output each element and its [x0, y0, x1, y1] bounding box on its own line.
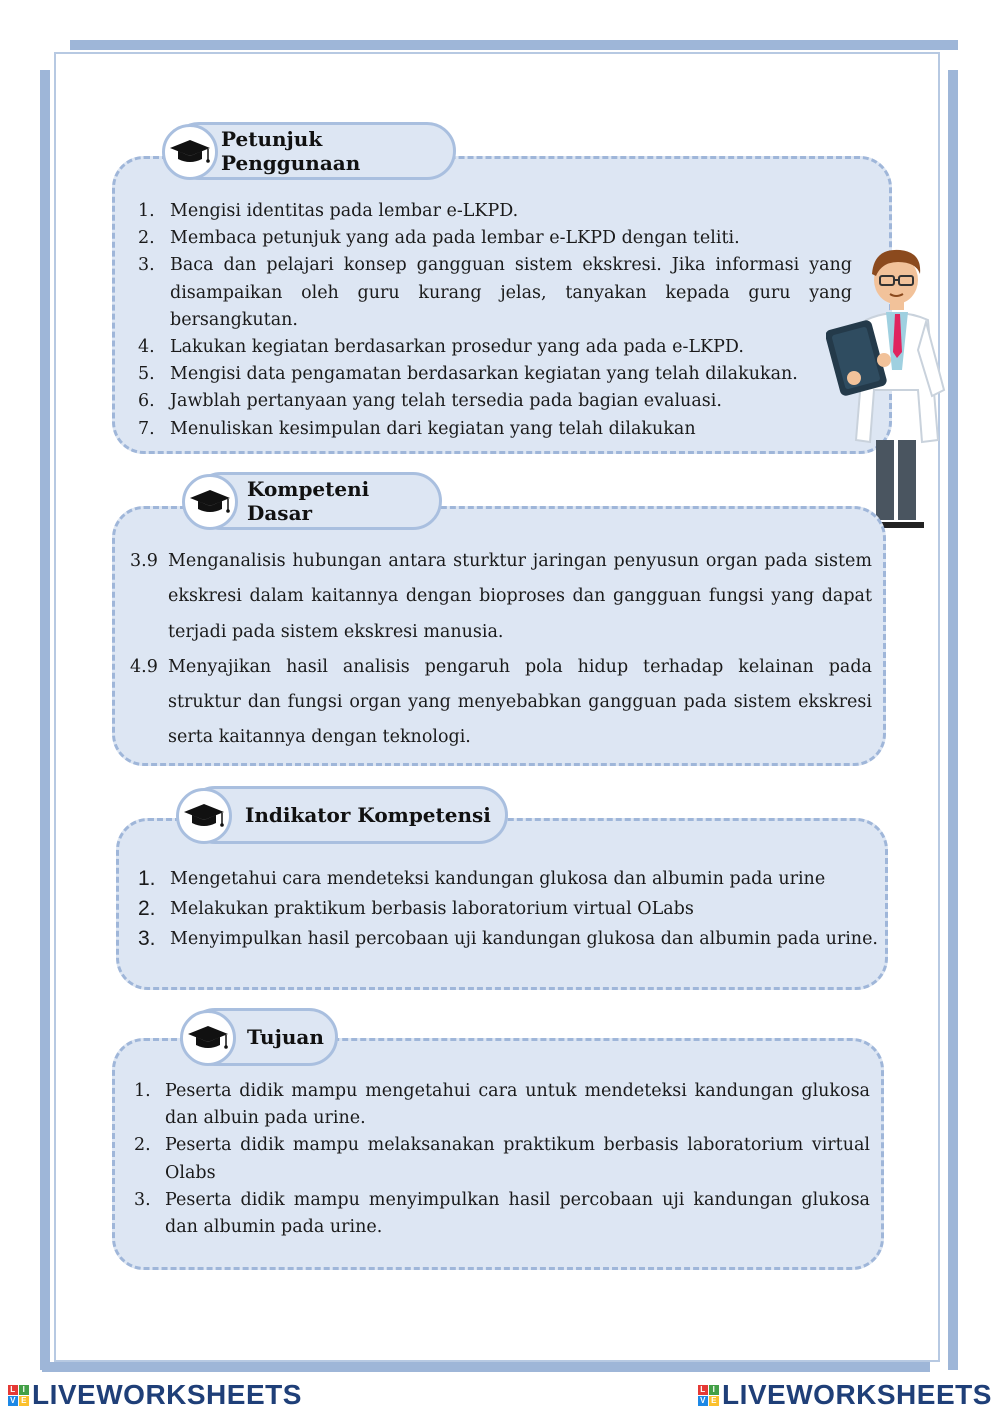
list-item: 3. Baca dan pelajari konsep gangguan sistem ekskresi. Jika informasi yang disampaikan oleh guru kurang jelas, tanyakan kepada guru yang bersangkutan. — [138, 255, 852, 330]
list-item: 2. Peserta didik mampu melaksanakan praktikum berbasis laboratorium virtual Olabs — [134, 1135, 870, 1183]
graduation-cap-icon — [176, 788, 232, 844]
liveworksheets-mark-icon: L I V E — [698, 1385, 719, 1406]
list-item: 4. Lakukan kegiatan berdasarkan prosedur yang ada pada e-LKPD. — [138, 337, 744, 358]
petunjuk-title: Petunjuk Penggunaan — [221, 127, 361, 175]
list-item: 1. Mengetahui cara mendeteksi kandungan glukosa dan albumin pada urine — [138, 867, 826, 890]
list-item: 7. Menuliskan kesimpulan dari kegiatan yang telah dilakukan — [138, 418, 696, 439]
logo-text: LIVEWORKSHEETS — [722, 1379, 992, 1410]
indikator-title: Indikator Kompetensi — [245, 803, 491, 827]
doctor-illustration — [826, 240, 950, 530]
tujuan-list — [134, 1078, 870, 1241]
list-item: 3. Peserta didik mampu menyimpulkan hasil percobaan uji kandungan glukosa dan albumin pada urine. — [134, 1189, 870, 1238]
graduation-cap-icon — [180, 1010, 236, 1066]
list-item: 4.9 Menyajikan hasil analisis pengaruh pola hidup terhadap kelainan pada struktur dan fungsi organ yang menyebabkan gangguan pada sistem ekskresi serta kaitannya dengan teknologi. — [130, 656, 872, 748]
list-item: 3.9 Menganalisis hubungan antara sturktur jaringan penyusun organ pada sistem ekskresi dalam kaitannya dengan bioproses dan gangguan fungsi yang dapat terjadi pada sistem ekskresi manusia. — [130, 551, 872, 642]
list-item: 3. Menyimpulkan hasil percobaan uji kandungan glukosa dan albumin pada urine. — [138, 927, 878, 950]
list-item: 2. Melakukan praktikum berbasis laboratorium virtual OLabs — [138, 897, 694, 920]
graduation-cap-icon — [182, 474, 238, 530]
frame-left-bar — [40, 70, 50, 1370]
liveworksheets-logo-right[interactable] — [698, 1378, 992, 1412]
list-item: 5. Mengisi data pengamatan berdasarkan kegiatan yang telah dilakukan. — [138, 364, 798, 385]
indikator-list — [138, 864, 878, 954]
list-item: 2. Membaca petunjuk yang ada pada lembar e-LKPD dengan teliti. — [138, 228, 740, 249]
logo-text: LIVEWORKSHEETS — [32, 1379, 302, 1410]
graduation-cap-icon — [162, 124, 218, 180]
kompetensi-dasar-title: Kompeteni Dasar — [247, 477, 370, 525]
petunjuk-list — [138, 198, 852, 443]
list-item: 6. Jawblah pertanyaan yang telah tersedia pada bagian evaluasi. — [138, 391, 722, 412]
kompetensi-dasar-list — [130, 544, 872, 756]
frame-bottom-bar — [42, 1362, 930, 1372]
frame-top-bar — [70, 40, 958, 50]
tujuan-title: Tujuan — [247, 1025, 324, 1049]
list-item: 1. Peserta didik mampu mengetahui cara untuk mendeteksi kandungan glukosa dan albuin pada urine. — [134, 1081, 870, 1129]
indikator-header — [186, 786, 508, 844]
liveworksheets-mark-icon: L I V E — [8, 1385, 29, 1406]
liveworksheets-logo-left[interactable] — [8, 1378, 302, 1412]
list-item: 1. Mengisi identitas pada lembar e-LKPD. — [138, 201, 519, 221]
